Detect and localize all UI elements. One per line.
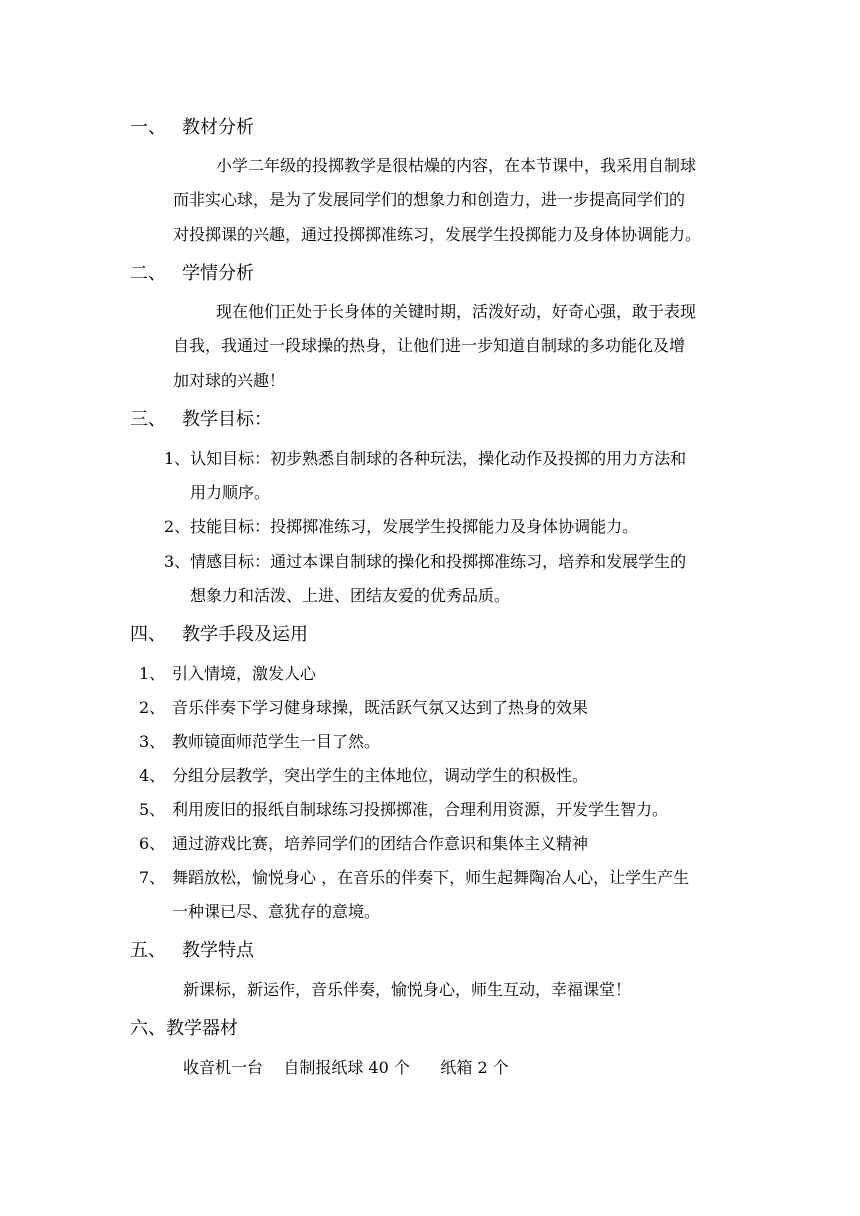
goal-item-2: 2、技能目标：投掷掷准练习，发展学生投掷能力及身体协调能力。 xyxy=(164,517,639,536)
goal-item-3: 3、情感目标：通过本课自制球的操化和投掷掷准练习，培养和发展学生的 xyxy=(164,552,687,571)
list-text: 音乐伴奏下学习健身球操，既活跃气氛又达到了热身的效果 xyxy=(172,698,589,717)
section-title: 教学特点 xyxy=(182,940,254,961)
section-title: 教材分析 xyxy=(182,117,254,138)
list-text: 分组分层教学，突出学生的主体地位，调动学生的积极性。 xyxy=(172,766,589,785)
equipment-text: 收音机一台 自制报纸球 40 个 纸箱 2 个 xyxy=(183,1058,509,1077)
method-item-7-continuation: 一种课已尽、意犹存的意境。 xyxy=(172,902,381,921)
goal-item-1: 1、认知目标：初步熟悉自制球的各种玩法，操化动作及投掷的用力方法和 xyxy=(164,449,687,468)
section-number: 一、 xyxy=(130,117,166,138)
goal-item-3-continuation: 想象力和活泼、上进、团结友爱的优秀品质。 xyxy=(190,586,511,605)
paragraph-line: 而非实心球，是为了发展同学们的想象力和创造力，进一步提高同学们的 xyxy=(173,190,686,209)
list-text: 舞蹈放松，愉悦身心 ，在音乐的伴奏下，师生起舞陶冶人心，让学生产生 xyxy=(172,868,690,887)
method-item-3 xyxy=(139,732,380,752)
list-number: 3、 xyxy=(139,732,166,751)
list-text: 教师镜面师范学生一目了然。 xyxy=(172,732,381,751)
method-item-6 xyxy=(139,834,588,854)
list-number: 5、 xyxy=(139,800,166,819)
section-heading-5 xyxy=(130,940,254,962)
list-text: 通过游戏比赛，培养同学们的团结合作意识和集体主义精神 xyxy=(172,834,589,853)
list-number: 6、 xyxy=(139,834,166,853)
paragraph-line: 自我，我通过一段球操的热身，让他们进一步知道自制球的多功能化及增 xyxy=(173,336,686,355)
section-heading-2 xyxy=(130,263,254,285)
section-heading-6: 六、教学器材 xyxy=(130,1018,238,1039)
section-number: 五、 xyxy=(130,940,166,961)
paragraph-line: 加对球的兴趣！ xyxy=(173,371,286,390)
list-number: 4、 xyxy=(139,766,166,785)
section-heading-3 xyxy=(130,409,272,431)
section-title: 教学手段及运用 xyxy=(182,624,308,645)
section-title: 教学目标： xyxy=(182,409,272,430)
paragraph-line: 现在他们正处于长身体的关键时期，活泼好动，好奇心强，敢于表现 xyxy=(216,302,697,321)
method-item-5 xyxy=(139,800,668,820)
list-number: 7、 xyxy=(139,868,166,887)
section-title: 学情分析 xyxy=(182,263,254,284)
list-text: 利用废旧的报纸自制球练习投掷掷准，合理利用资源，开发学生智力。 xyxy=(172,800,669,819)
list-number: 1、 xyxy=(139,664,166,683)
features-text: 新课标，新运作，音乐伴奏，愉悦身心，师生互动，幸福课堂！ xyxy=(183,980,632,999)
list-text: 引入情境，激发人心 xyxy=(172,664,317,683)
section-number: 二、 xyxy=(130,263,166,284)
method-item-7 xyxy=(139,868,689,888)
goal-item-1-continuation: 用力顺序。 xyxy=(190,483,271,502)
method-item-2 xyxy=(139,698,588,718)
section-heading-4 xyxy=(130,624,308,646)
paragraph-line: 小学二年级的投掷教学是很枯燥的内容，在本节课中，我采用自制球 xyxy=(216,156,697,175)
list-number: 2、 xyxy=(139,698,166,717)
section-number: 四、 xyxy=(130,624,166,645)
method-item-4 xyxy=(139,766,588,786)
method-item-1 xyxy=(139,664,316,684)
section-heading-1 xyxy=(130,117,254,139)
paragraph-line: 对投掷课的兴趣，通过投掷掷准练习，发展学生投掷能力及身体协调能力。 xyxy=(173,225,702,244)
section-number: 三、 xyxy=(130,409,166,430)
